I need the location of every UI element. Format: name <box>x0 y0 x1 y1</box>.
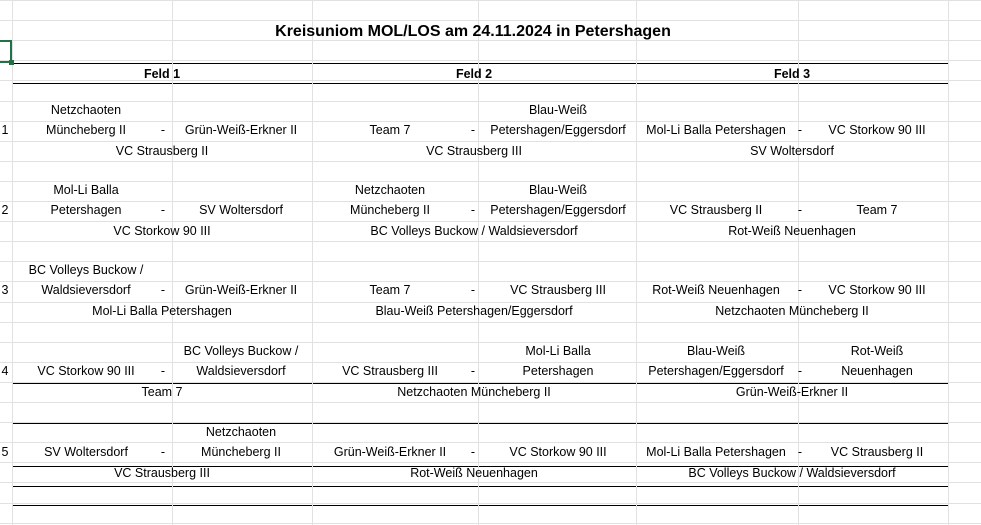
team-home: VC Strausberg II <box>669 203 763 217</box>
gridline-horizontal <box>0 121 981 122</box>
team-home: Waldsieversdorf <box>41 283 131 297</box>
field-header-2: Feld 2 <box>455 67 493 81</box>
round-number: 2 <box>1 203 9 217</box>
gridline-horizontal <box>0 523 981 524</box>
team-away: Petershagen <box>522 364 594 378</box>
team-away: Grün-Weiß-Erkner II <box>184 123 298 137</box>
referee-team: Rot-Weiß Neuenhagen <box>410 466 538 480</box>
gridline-vertical <box>948 0 949 525</box>
team-away: Neuenhagen <box>841 364 913 378</box>
gridline-horizontal <box>0 101 981 102</box>
match-dash: - <box>797 445 803 459</box>
gridline-horizontal <box>0 382 981 383</box>
team-home: Müncheberg II <box>46 123 126 137</box>
gridline-horizontal <box>0 201 981 202</box>
team-home: Petershagen <box>50 203 122 217</box>
match-dash: - <box>470 364 476 378</box>
team-away: Blau-Weiß <box>528 183 588 197</box>
referee-team: Netzchaoten Müncheberg II <box>397 385 551 399</box>
match-dash: - <box>160 123 166 137</box>
round-number: 1 <box>1 123 9 137</box>
border-horizontal <box>12 63 949 64</box>
team-away: SV Woltersdorf <box>199 203 283 217</box>
match-dash: - <box>470 445 476 459</box>
referee-team: BC Volleys Buckow / Waldsieversdorf <box>688 466 896 480</box>
team-home: Blau-Weiß <box>686 344 746 358</box>
referee-team: Blau-Weiß Petershagen/Eggersdorf <box>375 304 573 318</box>
gridline-vertical <box>312 0 313 525</box>
round-number: 3 <box>1 283 9 297</box>
team-home: Mol-Li Balla Petershagen <box>646 123 786 137</box>
gridline-vertical <box>12 0 13 525</box>
border-horizontal <box>12 505 949 506</box>
gridline-horizontal <box>0 482 981 483</box>
team-away: Netzchaoten <box>205 425 277 439</box>
round-number: 5 <box>1 445 9 459</box>
border-horizontal <box>12 83 949 84</box>
match-dash: - <box>470 203 476 217</box>
gridline-horizontal <box>0 362 981 363</box>
team-home: Grün-Weiß-Erkner II <box>333 445 447 459</box>
referee-team: Grün-Weiß-Erkner II <box>735 385 849 399</box>
match-dash: - <box>797 283 803 297</box>
border-horizontal <box>12 383 949 384</box>
border-horizontal <box>12 486 949 487</box>
fill-handle[interactable] <box>9 60 14 65</box>
gridline-horizontal <box>0 161 981 162</box>
team-home: Mol-Li Balla Petershagen <box>646 445 786 459</box>
match-dash: - <box>470 123 476 137</box>
team-away: Petershagen/Eggersdorf <box>490 123 626 137</box>
match-dash: - <box>470 283 476 297</box>
gridline-horizontal <box>0 442 981 443</box>
gridline-horizontal <box>0 462 981 463</box>
referee-team: SV Woltersdorf <box>750 144 834 158</box>
match-dash: - <box>797 203 803 217</box>
team-away: Mol-Li Balla <box>525 344 591 358</box>
gridline-horizontal <box>0 261 981 262</box>
referee-team: VC Strausberg III <box>426 144 522 158</box>
referee-team: Mol-Li Balla Petershagen <box>92 304 232 318</box>
team-away: Müncheberg II <box>201 445 281 459</box>
gridline-horizontal <box>0 141 981 142</box>
team-home: VC Storkow 90 III <box>37 364 135 378</box>
match-dash: - <box>797 364 803 378</box>
gridline-horizontal <box>0 422 981 423</box>
gridline-horizontal <box>0 0 981 1</box>
referee-team: VC Strausberg II <box>115 144 209 158</box>
team-home: Mol-Li Balla <box>53 183 119 197</box>
referee-team: BC Volleys Buckow / Waldsieversdorf <box>370 224 578 238</box>
team-away: VC Storkow 90 III <box>828 283 926 297</box>
gridline-horizontal <box>0 241 981 242</box>
match-dash: - <box>797 123 803 137</box>
team-home: Team 7 <box>369 283 411 297</box>
match-dash: - <box>160 283 166 297</box>
team-home: Netzchaoten <box>354 183 426 197</box>
team-away: VC Strausberg II <box>830 445 924 459</box>
team-away: BC Volleys Buckow / <box>183 344 299 358</box>
team-away: Grün-Weiß-Erkner II <box>184 283 298 297</box>
gridline-horizontal <box>0 181 981 182</box>
team-away: Blau-Weiß <box>528 103 588 117</box>
gridline-horizontal <box>0 322 981 323</box>
referee-team: VC Strausberg III <box>114 466 210 480</box>
gridline-horizontal <box>0 60 981 61</box>
team-home: Rot-Weiß Neuenhagen <box>652 283 780 297</box>
referee-team: VC Storkow 90 III <box>113 224 211 238</box>
team-home: Petershagen/Eggersdorf <box>648 364 784 378</box>
team-away: VC Storkow 90 III <box>828 123 926 137</box>
gridline-horizontal <box>0 20 981 21</box>
gridline-horizontal <box>0 281 981 282</box>
referee-team: Rot-Weiß Neuenhagen <box>728 224 856 238</box>
gridline-horizontal <box>0 342 981 343</box>
match-dash: - <box>160 364 166 378</box>
team-home: Netzchaoten <box>50 103 122 117</box>
team-home: SV Woltersdorf <box>44 445 128 459</box>
team-away: VC Storkow 90 III <box>509 445 607 459</box>
team-away: Waldsieversdorf <box>196 364 286 378</box>
gridline-vertical <box>636 0 637 525</box>
team-away: Team 7 <box>856 203 898 217</box>
match-dash: - <box>160 445 166 459</box>
sheet-title: Kreisuniom MOL/LOS am 24.11.2024 in Petershagen <box>275 23 671 40</box>
team-away: Petershagen/Eggersdorf <box>490 203 626 217</box>
gridline-horizontal <box>0 402 981 403</box>
gridline-horizontal <box>0 221 981 222</box>
team-away: VC Strausberg III <box>510 283 606 297</box>
field-header-3: Feld 3 <box>773 67 811 81</box>
round-number: 4 <box>1 364 9 378</box>
team-home: BC Volleys Buckow / <box>28 263 144 277</box>
border-horizontal <box>12 423 949 424</box>
field-header-1: Feld 1 <box>143 67 181 81</box>
team-home: VC Strausberg III <box>342 364 438 378</box>
referee-team: Netzchaoten Müncheberg II <box>715 304 869 318</box>
match-dash: - <box>160 203 166 217</box>
referee-team: Team 7 <box>141 385 183 399</box>
team-away: Rot-Weiß <box>850 344 904 358</box>
gridline-horizontal <box>0 503 981 504</box>
team-home: Müncheberg II <box>350 203 430 217</box>
gridline-horizontal <box>0 302 981 303</box>
team-home: Team 7 <box>369 123 411 137</box>
